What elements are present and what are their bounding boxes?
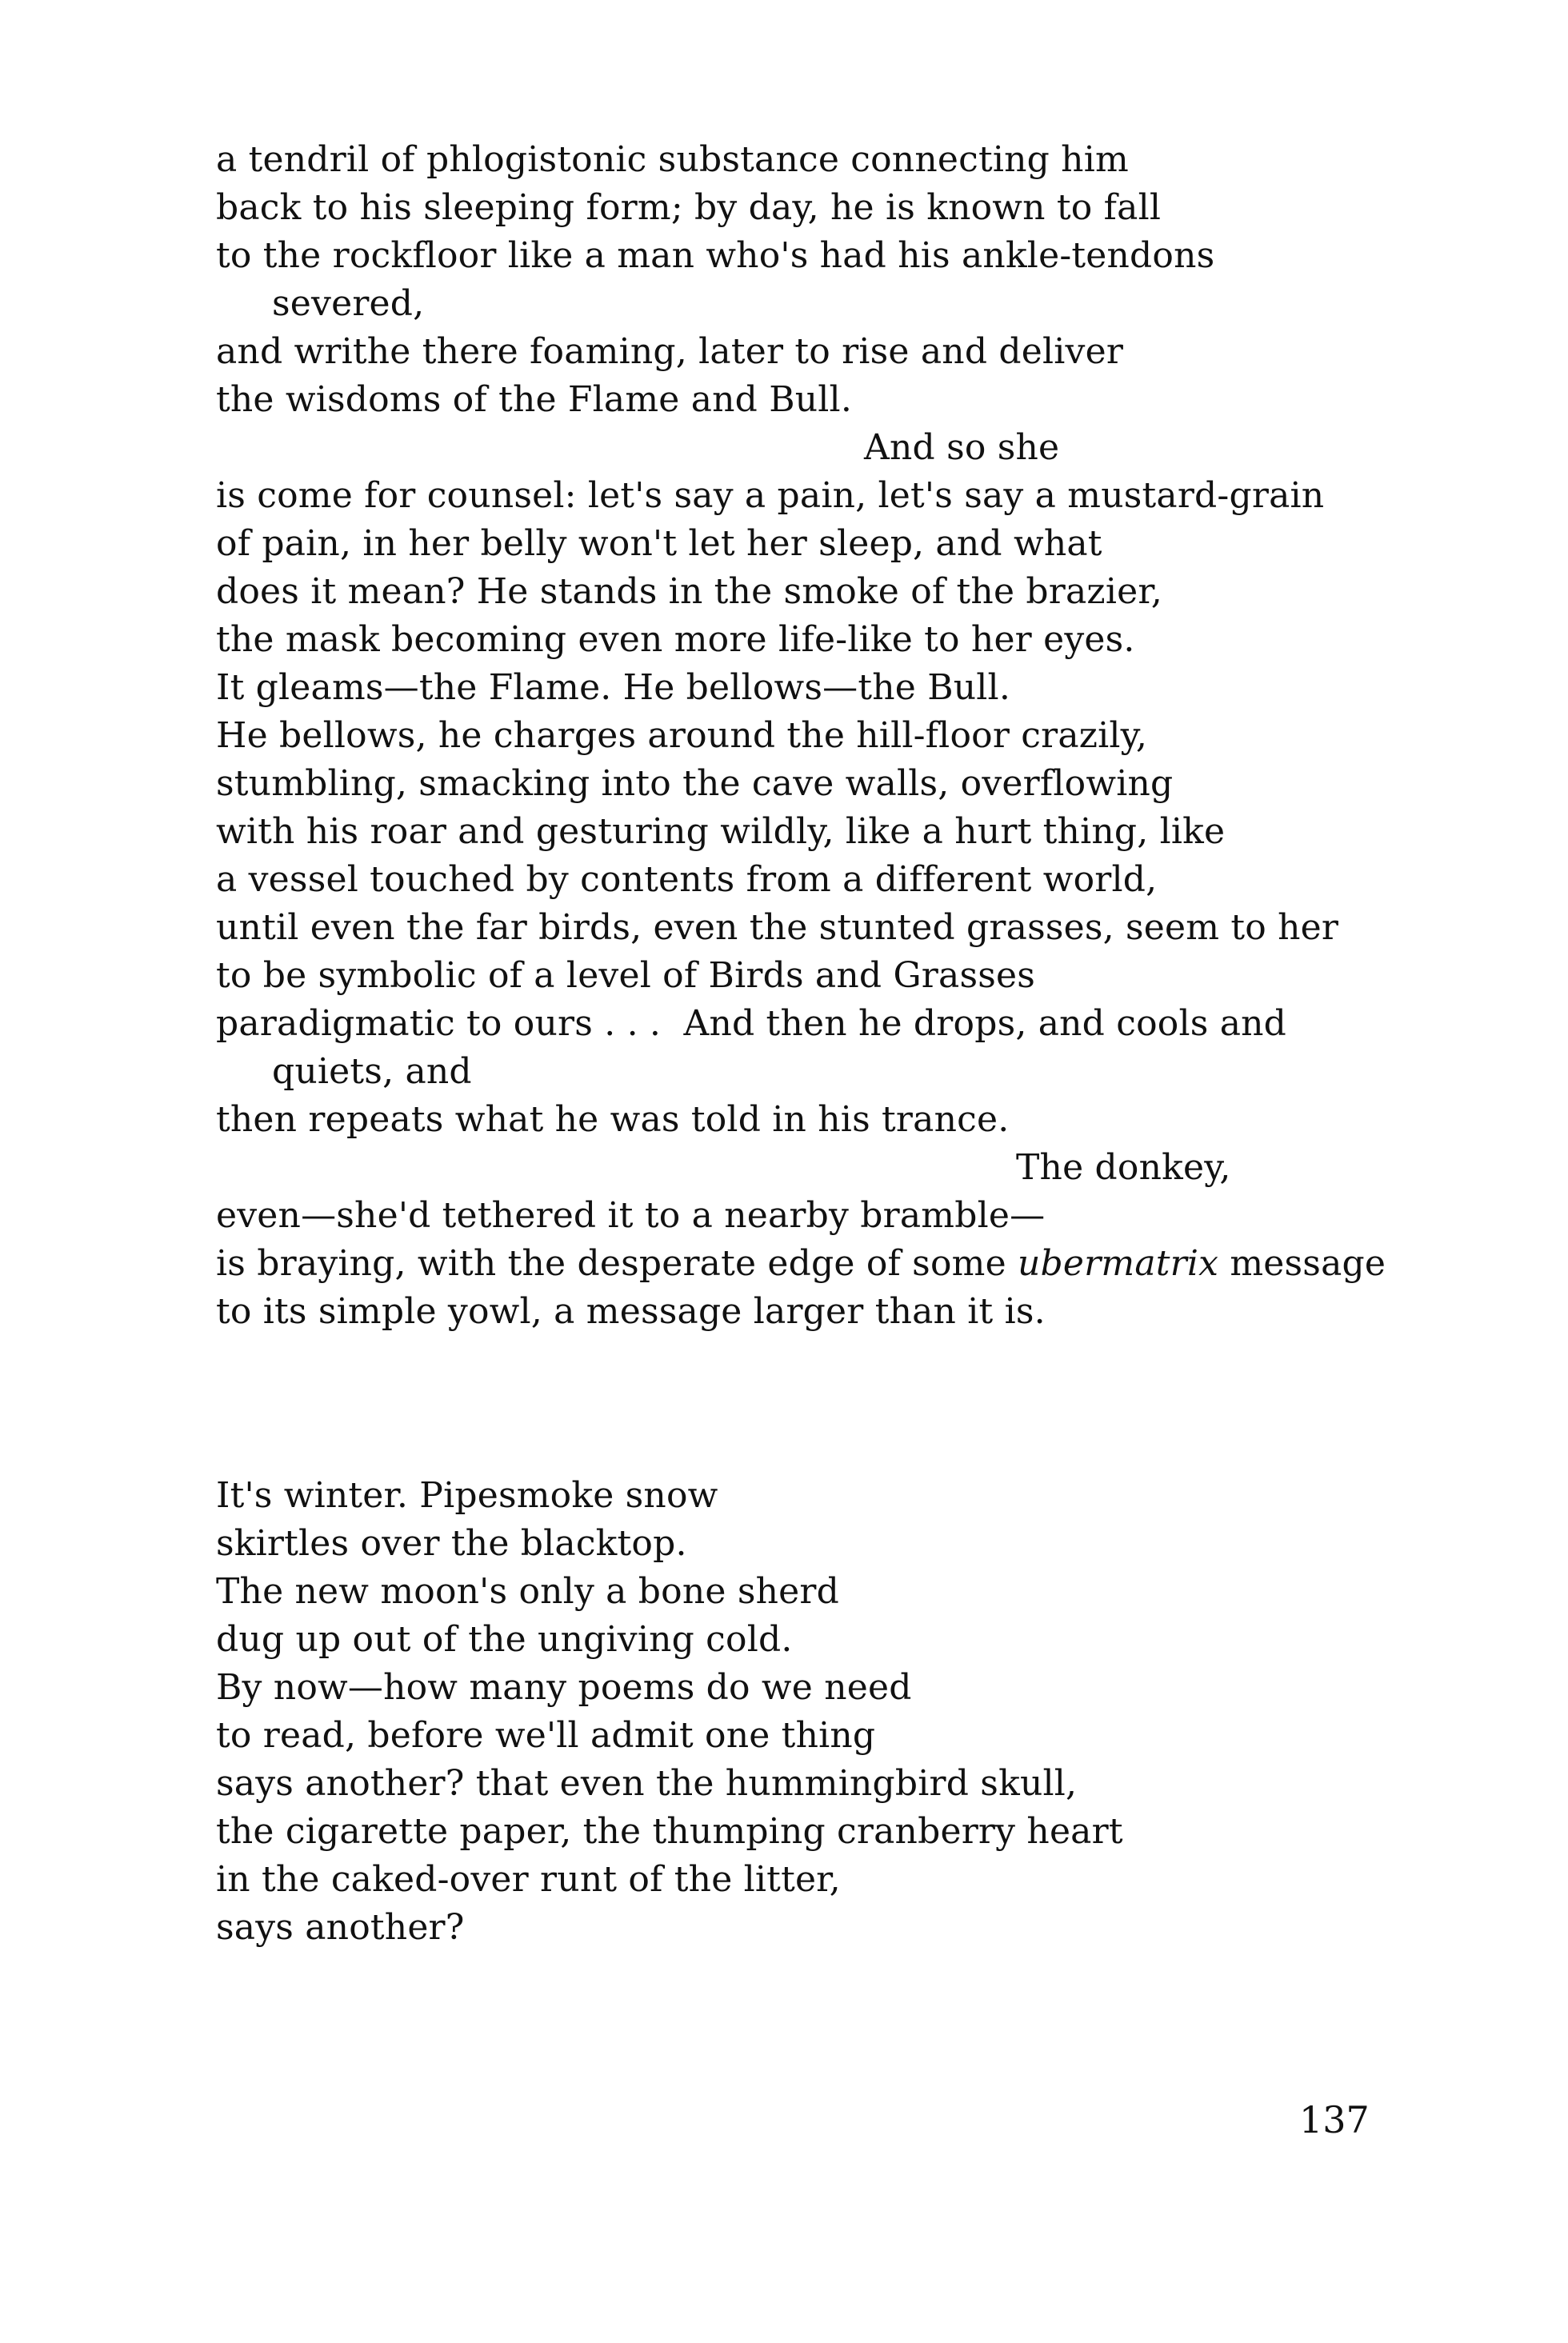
poem-line: then repeats what he was told in his trance. [216, 1099, 1010, 1140]
poem-stanza-1 [216, 136, 1386, 1336]
poem-line-continuation: severed, [272, 283, 425, 324]
poem-line: to the rockfloor like a man who's had his ankle-tendons [216, 235, 1215, 276]
poem-stanza-2 [216, 1472, 1123, 1952]
poem-line: It's winter. Pipesmoke snow [216, 1475, 718, 1516]
poem-line: stumbling, smacking into the cave walls, overflowing [216, 763, 1174, 804]
poem-line [216, 1240, 1386, 1288]
poem-line: and writhe there foaming, later to rise and deliver [216, 331, 1124, 372]
poem-line: to its simple yowl, a message larger than it is. [216, 1291, 1046, 1332]
poem-line-dropped: And so she [864, 427, 1060, 468]
poem-line: dug up out of the ungiving cold. [216, 1619, 793, 1660]
poem-line: in the caked-over runt of the litter, [216, 1859, 841, 1900]
poem-line: The new moon's only a bone sherd [216, 1571, 839, 1612]
poem-line: with his roar and gesturing wildly, like a hurt thing, like [216, 811, 1226, 852]
poem-line: even—she'd tethered it to a nearby bramble— [216, 1195, 1046, 1236]
poem-line: paradigmatic to ours . . . And then he drops, and cools and [216, 1003, 1287, 1044]
poem-line: a tendril of phlogistonic substance connecting him [216, 139, 1129, 180]
poem-line: does it mean? He stands in the smoke of the brazier, [216, 571, 1162, 612]
poem-line-text: message [1218, 1243, 1386, 1284]
poem-line: skirtles over the blacktop. [216, 1523, 687, 1564]
poem-line: By now—how many poems do we need [216, 1667, 912, 1708]
italic-word: ubermatrix [1018, 1243, 1219, 1284]
poem-line-text: is braying, with the desperate edge of some [216, 1243, 1018, 1284]
poem-line: of pain, in her belly won't let her sleep, and what [216, 523, 1102, 564]
poem-line: He bellows, he charges around the hill-floor crazily, [216, 715, 1148, 756]
poem-line: is come for counsel: let's say a pain, let's say a mustard-grain [216, 475, 1325, 516]
poem-line: the wisdoms of the Flame and Bull. [216, 379, 853, 420]
poem-line-dropped: The donkey, [1016, 1147, 1231, 1188]
poem-line: a vessel touched by contents from a different world, [216, 859, 1158, 900]
poem-line: says another? that even the hummingbird skull, [216, 1763, 1078, 1804]
poem-line: back to his sleeping form; by day, he is known to fall [216, 187, 1162, 228]
poem-line: It gleams—the Flame. He bellows—the Bull. [216, 667, 1011, 708]
page-number: 137 [1299, 2098, 1370, 2141]
poem-line: to read, before we'll admit one thing [216, 1715, 876, 1756]
poem-line: to be symbolic of a level of Birds and Grasses [216, 955, 1036, 996]
poem-line: the cigarette paper, the thumping cranberry heart [216, 1811, 1123, 1852]
poem-line: until even the far birds, even the stunted grasses, seem to her [216, 907, 1339, 948]
poem-line: the mask becoming even more life-like to her eyes. [216, 619, 1135, 660]
poem-line-continuation: quiets, and [272, 1051, 472, 1092]
poem-line: says another? [216, 1907, 465, 1948]
